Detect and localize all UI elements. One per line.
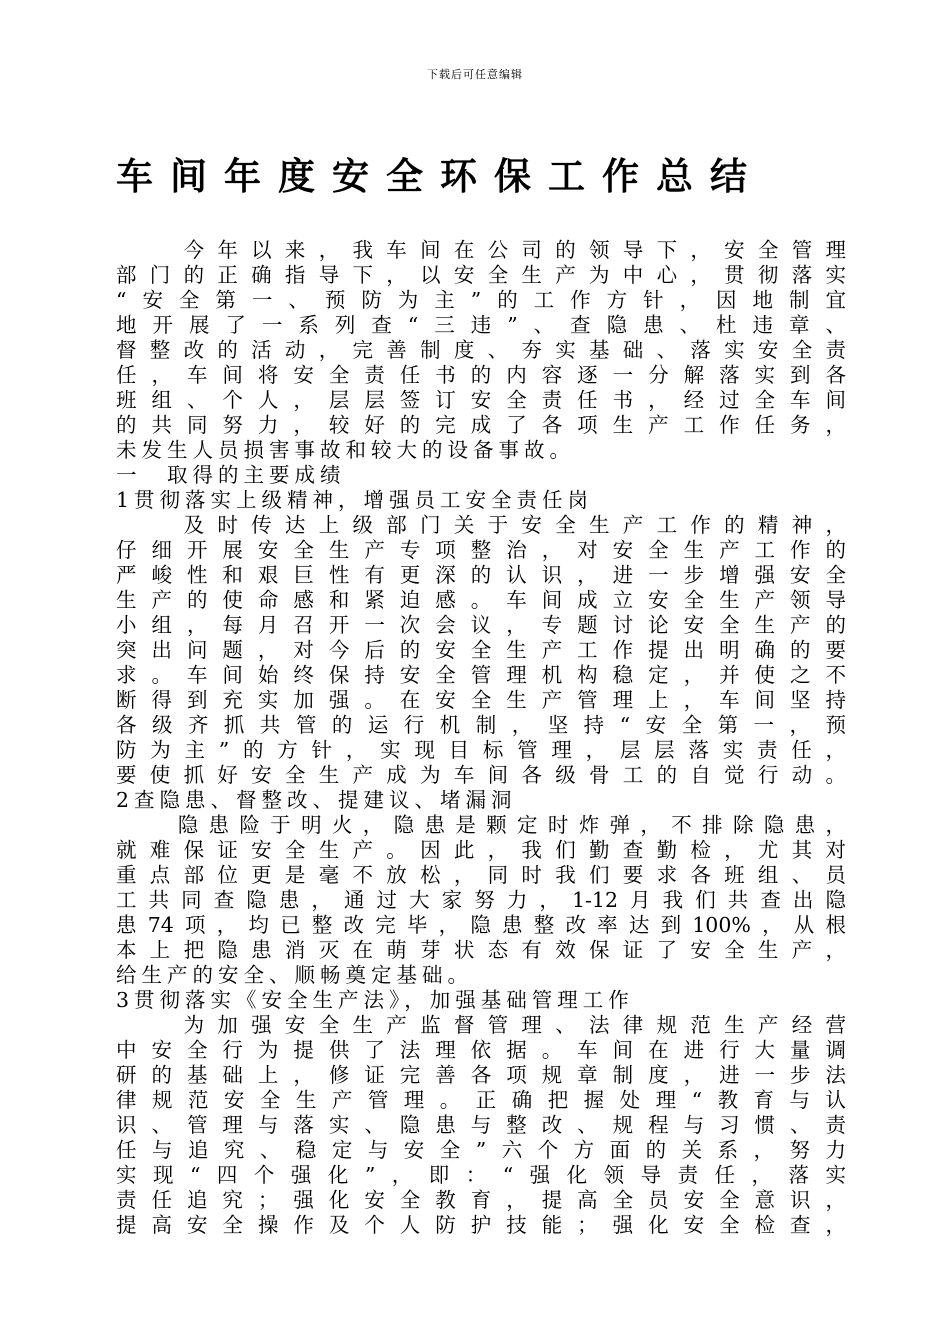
text-line: 部门的正确指导下，以安全生产为中心，贯彻落实 [116,263,846,287]
text-line: 任与追究、稳定与安全”六个方面的关系，努力 [116,1138,846,1162]
text-line: 提高安全操作及个人防护技能；强化安全检查， [116,1213,846,1237]
text-line: 一 取得的主要成绩 [116,463,346,487]
text-line: 就难保证安全生产。因此，我们勤查勤检，尤其对 [116,838,846,862]
text-line: 1贯彻落实上级精神，增强员工安全责任岗 [116,488,594,512]
text-line: 隐患险于明火，隐患是颗定时炸弹，不排除隐患， [116,813,846,837]
text-line: 责任追究；强化安全教育，提高全员安全意识， [116,1188,846,1212]
text-line: 班组、个人，层层签订安全责任书，经过全车间 [116,388,846,412]
text-line: 实现“四个强化”，即：“强化领导责任，落实 [116,1163,846,1187]
text-line: 及时传达上级部门关于安全生产工作的精神， [116,513,846,537]
text-line: 工共同查隐患，通过大家努力，1-12月我们共查出隐 [116,888,846,912]
document-title: 车间年度安全环保工作总结 [116,154,764,198]
text-line: 断得到充实加强。在安全生产管理上，车间坚持 [116,688,846,712]
text-line: 为加强安全生产监督管理、法律规范生产经营 [116,1013,846,1037]
text-line: 研的基础上，修证完善各项规章制度，进一步法 [116,1063,846,1087]
text-line: 患74项，均已整改完毕，隐患整改率达到100%，从根 [116,913,846,937]
text-line: 要使抓好安全生产成为车间各级骨工的自觉行动。 [116,763,846,787]
text-line: 未发生人员损害事故和较大的设备事故。 [116,438,575,462]
text-line: 今年以来，我车间在公司的领导下，安全管理 [116,238,846,262]
header-note: 下载后可任意编辑 [427,68,523,81]
text-line: 识、管理与落实、隐患与整改、规程与习惯、责 [116,1113,846,1137]
text-line: 突出问题，对今后的安全生产工作提出明确的要 [116,638,846,662]
text-line: 3贯彻落实《安全生产法》，加强基础管理工作 [116,988,634,1012]
text-line: 重点部位更是毫不放松，同时我们要求各班组、员 [116,863,846,887]
text-line: 督整改的活动，完善制度、夯实基础、落实安全责 [116,338,846,362]
text-line: 严峻性和艰巨性有更深的认识，进一步增强安全 [116,563,846,587]
document-body [116,238,846,1238]
text-line: 防为主”的方针，实现目标管理，层层落实责任， [116,738,846,762]
text-line: “安全第一、预防为主”的工作方针，因地制宜 [116,288,846,312]
text-line: 求。车间始终保持安全管理机构稳定，并使之不 [116,663,846,687]
text-line: 任，车间将安全责任书的内容逐一分解落实到各 [116,363,846,387]
text-line: 的共同努力，较好的完成了各项生产工作任务， [116,413,846,437]
text-line: 各级齐抓共管的运行机制，坚持“安全第一，预 [116,713,846,737]
text-line: 仔细开展安全生产专项整治，对安全生产工作的 [116,538,846,562]
text-line: 给生产的安全、顺畅奠定基础。 [116,963,473,987]
text-line: 中安全行为提供了法理依据。车间在进行大量调 [116,1038,846,1062]
text-line: 地开展了一系列查“三违”、查隐患、杜违章、 [116,313,846,337]
text-line: 小组，每月召开一次会议，专题讨论安全生产的 [116,613,846,637]
text-line: 律规范安全生产管理。正确把握处理“教育与认 [116,1088,846,1112]
text-line: 本上把隐患消灭在萌芽状态有效保证了安全生产， [116,938,846,962]
text-line: 2查隐患、督整改、提建议、堵漏洞 [116,788,517,812]
text-line: 生产的使命感和紧迫感。车间成立安全生产领导 [116,588,846,612]
